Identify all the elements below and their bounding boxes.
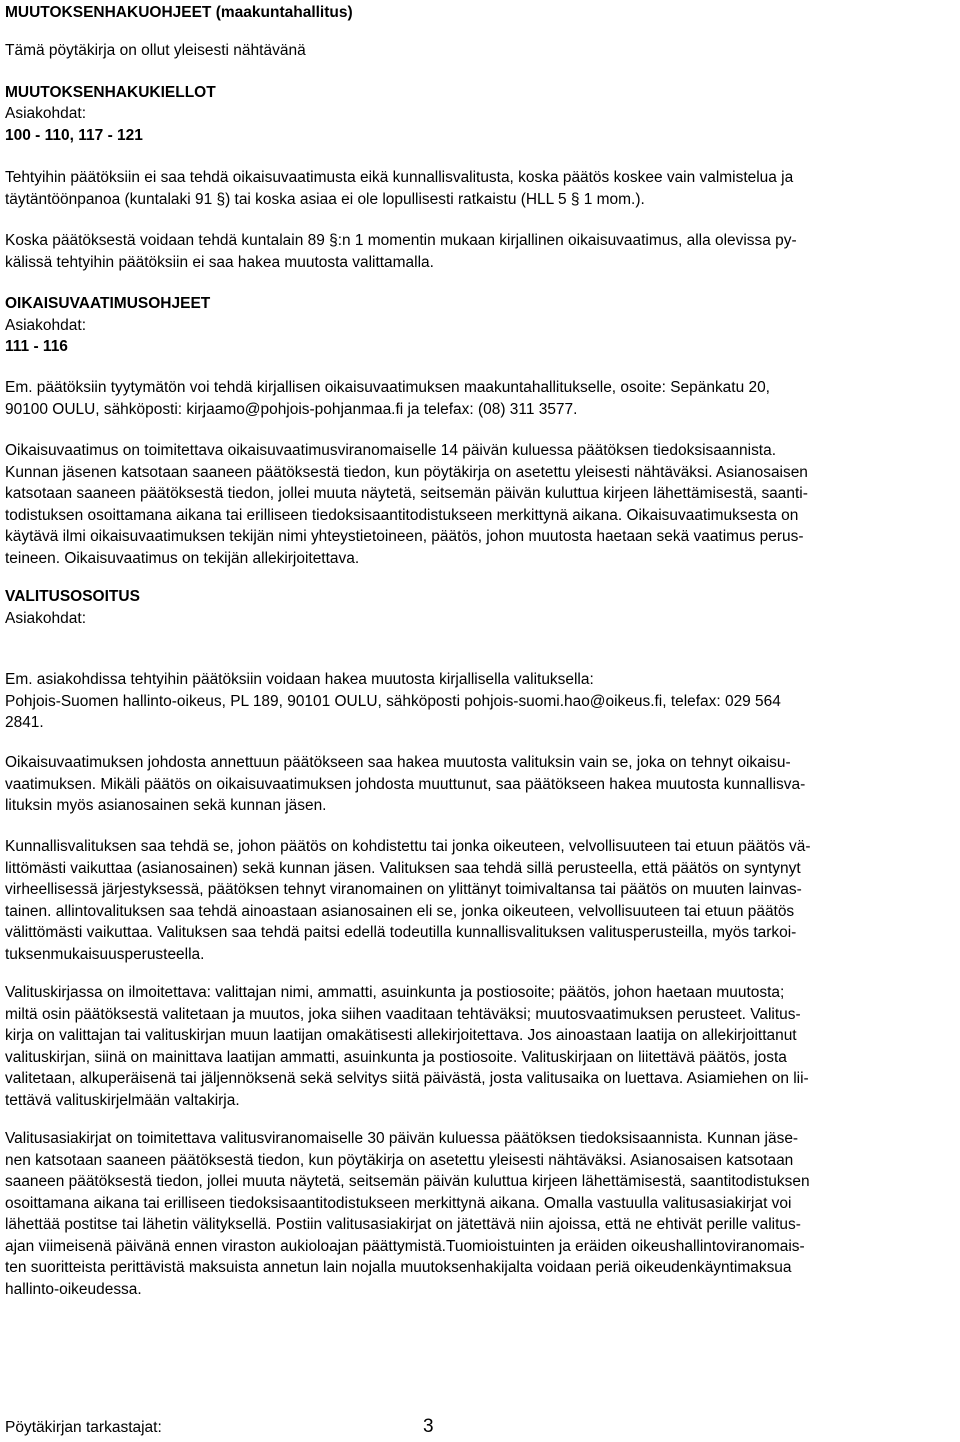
text-line: Valitusasiakirjat on toimitettava valitusviranomaiselle 30 päivän kuluessa päätöksen tiedoksisaannista. Kunnan jäse-	[5, 1130, 799, 1147]
text-line: tuksenmukaisuusperusteella.	[5, 945, 205, 963]
text-line: littömästi vaikuttaa (asianosainen) sekä kunnan jäsen. Valituksen saa tehdä sillä perusteella, että päätös on syntynyt	[5, 859, 801, 877]
prohibitions-paragraph-1	[5, 167, 955, 210]
appeal-paragraph-3	[5, 836, 955, 965]
prohibitions-items-label: Asiakohdat:	[5, 105, 86, 122]
prohibitions-heading: MUUTOKSENHAKUKIELLOT	[5, 84, 216, 101]
text-line: Kunnan jäsenen katsotaan saaneen päätöksestä tiedon, kun pöytäkirja on asetettu yleisesti nähtäväksi. Asianosaisen	[5, 463, 808, 481]
text-line: vaatimuksen. Mikäli päätös on oikaisuvaatimuksen johdosta muuttunut, saa päätökseen hakea muutosta kunnallisva-	[5, 775, 806, 793]
appeal-paragraph-1	[5, 669, 955, 734]
public-note: Tämä pöytäkirja on ollut yleisesti nähtävänä	[5, 42, 306, 59]
reviewers-label: Pöytäkirjan tarkastajat:	[5, 1419, 162, 1436]
document-title: MUUTOKSENHAKUOHJEET (maakuntahallitus)	[5, 4, 353, 21]
text-line: Em. päätöksiin tyytymätön voi tehdä kirjallisen oikaisuvaatimuksen maakuntahallitukselle, osoite: Sepänkatu 20,	[5, 379, 770, 396]
objection-items: 111 - 116	[5, 338, 68, 355]
text-line: kälissä tehtyihin päätöksiin ei saa hakea muutosta valittamalla.	[5, 253, 434, 271]
text-line: virheellisessä järjestyksessä, päätöksen tehnyt viranomainen on ylittänyt toimivaltansa tai päätös on muuten lainvas-	[5, 881, 802, 898]
objection-paragraph-2	[5, 440, 955, 569]
text-line: kirja on valittajan tai valituskirjan muun laatijan omakätisesti allekirjoitettava. Jos ainoastaan laatija on allekirjoittanut	[5, 1027, 797, 1044]
objection-paragraph-1	[5, 377, 955, 420]
text-line: Oikaisuvaatimus on toimitettava oikaisuvaatimusviranomaiselle 14 päivän kuluessa päätöksen tiedoksisaannista.	[5, 442, 776, 459]
text-line: 90100 OULU, sähköposti: kirjaamo@pohjois-pohjanmaa.fi ja telefax: (08) 311 3577.	[5, 400, 578, 418]
text-line: todistuksen osoittamana aikana tai erilliseen tiedoksisaantitodistukseen merkittynä aikana. Oikaisuvaatimuksesta on	[5, 506, 799, 524]
appeal-heading: VALITUSOSOITUS	[5, 588, 140, 605]
text-line: Valituskirjassa on ilmoitettava: valittajan nimi, ammatti, asuinkunta ja postiosoite; päätös, johon haetaan muutosta;	[5, 984, 785, 1001]
text-line: saaneen päätöksestä tiedon, jollei muuta näytetä, seitsemän päivän kuluttua kirjeen lähettämisestä, saantitodistuksen	[5, 1173, 810, 1190]
objection-heading: OIKAISUVAATIMUSOHJEET	[5, 295, 211, 312]
text-line: Tehtyihin päätöksiin ei saa tehdä oikaisuvaatimusta eikä kunnallisvalitusta, koska päätös koskee vain valmistelua ja	[5, 169, 794, 186]
appeal-paragraph-5	[5, 1128, 955, 1300]
appeal-paragraph-4	[5, 982, 955, 1111]
prohibitions-items: 100 - 110, 117 - 121	[5, 127, 143, 144]
text-line: välittömästi vaikuttaa. Valituksen saa tehdä paitsi edellä todeutilla kunnallisvalituksen valitusperusteilla, myös tarkoi-	[5, 924, 797, 941]
text-line: nen katsotaan saaneen päätöksestä tiedon, kun pöytäkirja on asetettu yleisesti nähtäväksi. Asianosaisen katsotaan	[5, 1151, 794, 1169]
text-line: lituksin myös asianosainen sekä kunnan jäsen.	[5, 797, 327, 814]
page-number: 3	[423, 1416, 434, 1437]
text-line: Em. asiakohdissa tehtyihin päätöksiin voidaan hakea muutosta kirjallisella valituksella:	[5, 671, 594, 688]
text-line: osoittamana aikana tai erilliseen tiedoksisaantitodistukseen merkittynä aikana. Omalla vastuulla valitusasiakirjat voi	[5, 1194, 792, 1212]
text-line: ten suoritteista perittävistä maksuista annetun lain nojalla muutoksenhakijalta voidaan periä oikeudenkäyntimaksua	[5, 1259, 792, 1276]
text-line: Kunnallisvalituksen saa tehdä se, johon päätös on kohdistettu tai jonka oikeuteen, velvollisuuteen tai etuun päätös vä-	[5, 838, 811, 855]
text-line: Oikaisuvaatimuksen johdosta annettuun päätökseen saa hakea muutosta valituksin vain se, joka on tehnyt oikaisu-	[5, 754, 791, 771]
prohibitions-paragraph-2	[5, 230, 955, 273]
text-line: Koska päätöksestä voidaan tehdä kuntalain 89 §:n 1 momentin mukaan kirjallinen oikaisuvaatimus, alla olevissa py-	[5, 232, 797, 249]
text-line: tainen. allintovalituksen saa tehdä ainoastaan asianosainen eli se, jonka oikeuteen, velvollisuuteen tai etuun päätös	[5, 902, 795, 920]
text-line: käytävä ilmi oikaisuvaatimuksen tekijän nimi yhteystietoineen, päätös, johon muutosta haetaan sekä vaatimus perus-	[5, 528, 804, 545]
appeal-items-label: Asiakohdat:	[5, 610, 86, 627]
text-line: teineen. Oikaisuvaatimus on tekijän allekirjoitettava.	[5, 549, 360, 567]
text-line: valituskirjan, siinä on mainittava laatijan ammatti, asuinkunta ja postiosoite. Valituskirjaan on liitettävä päätös, josta	[5, 1048, 787, 1066]
appeal-paragraph-2	[5, 752, 955, 817]
text-line: 2841.	[5, 714, 44, 731]
text-line: täytäntöönpanoa (kuntalaki 91 §) tai koska asiaa ei ole lopullisesti ratkaistu (HLL 5 § 1 mom.).	[5, 190, 645, 208]
text-line: ajan viimeisenä päivänä ennen viraston aukioloajan päättymistä.Tuomioistuinten ja eräiden oikeushallintoviranomais-	[5, 1237, 805, 1255]
objection-items-label: Asiakohdat:	[5, 317, 86, 334]
text-line: hallinto-oikeudessa.	[5, 1280, 142, 1298]
text-line: valitetaan, alkuperäisenä tai jäljennöksenä sekä selvitys siitä päivästä, josta valitusaika on luettava. Asiamiehen on lii-	[5, 1070, 809, 1087]
text-line: lähettää postitse tai lähetin välityksellä. Postiin valitusasiakirjat on jätettävä niin ajoissa, että ne ehtivät perille valitus-	[5, 1216, 801, 1233]
text-line: tettävä valituskirjelmään valtakirja.	[5, 1091, 240, 1109]
text-line: miltä osin päätöksestä valitetaan ja muutos, joka siihen vaaditaan tehtäväksi; muutosvaatimuksen perusteet. Valitus-	[5, 1005, 801, 1023]
text-line: Pohjois-Suomen hallinto-oikeus, PL 189, 90101 OULU, sähköposti pohjois-suomi.hao@oikeus.fi, telefax: 029 564	[5, 692, 781, 710]
text-line: katsotaan saaneen päätöksestä tiedon, jollei muuta näytetä, seitsemän päivän kuluttua kirjeen lähettämisestä, saanti-	[5, 485, 808, 502]
